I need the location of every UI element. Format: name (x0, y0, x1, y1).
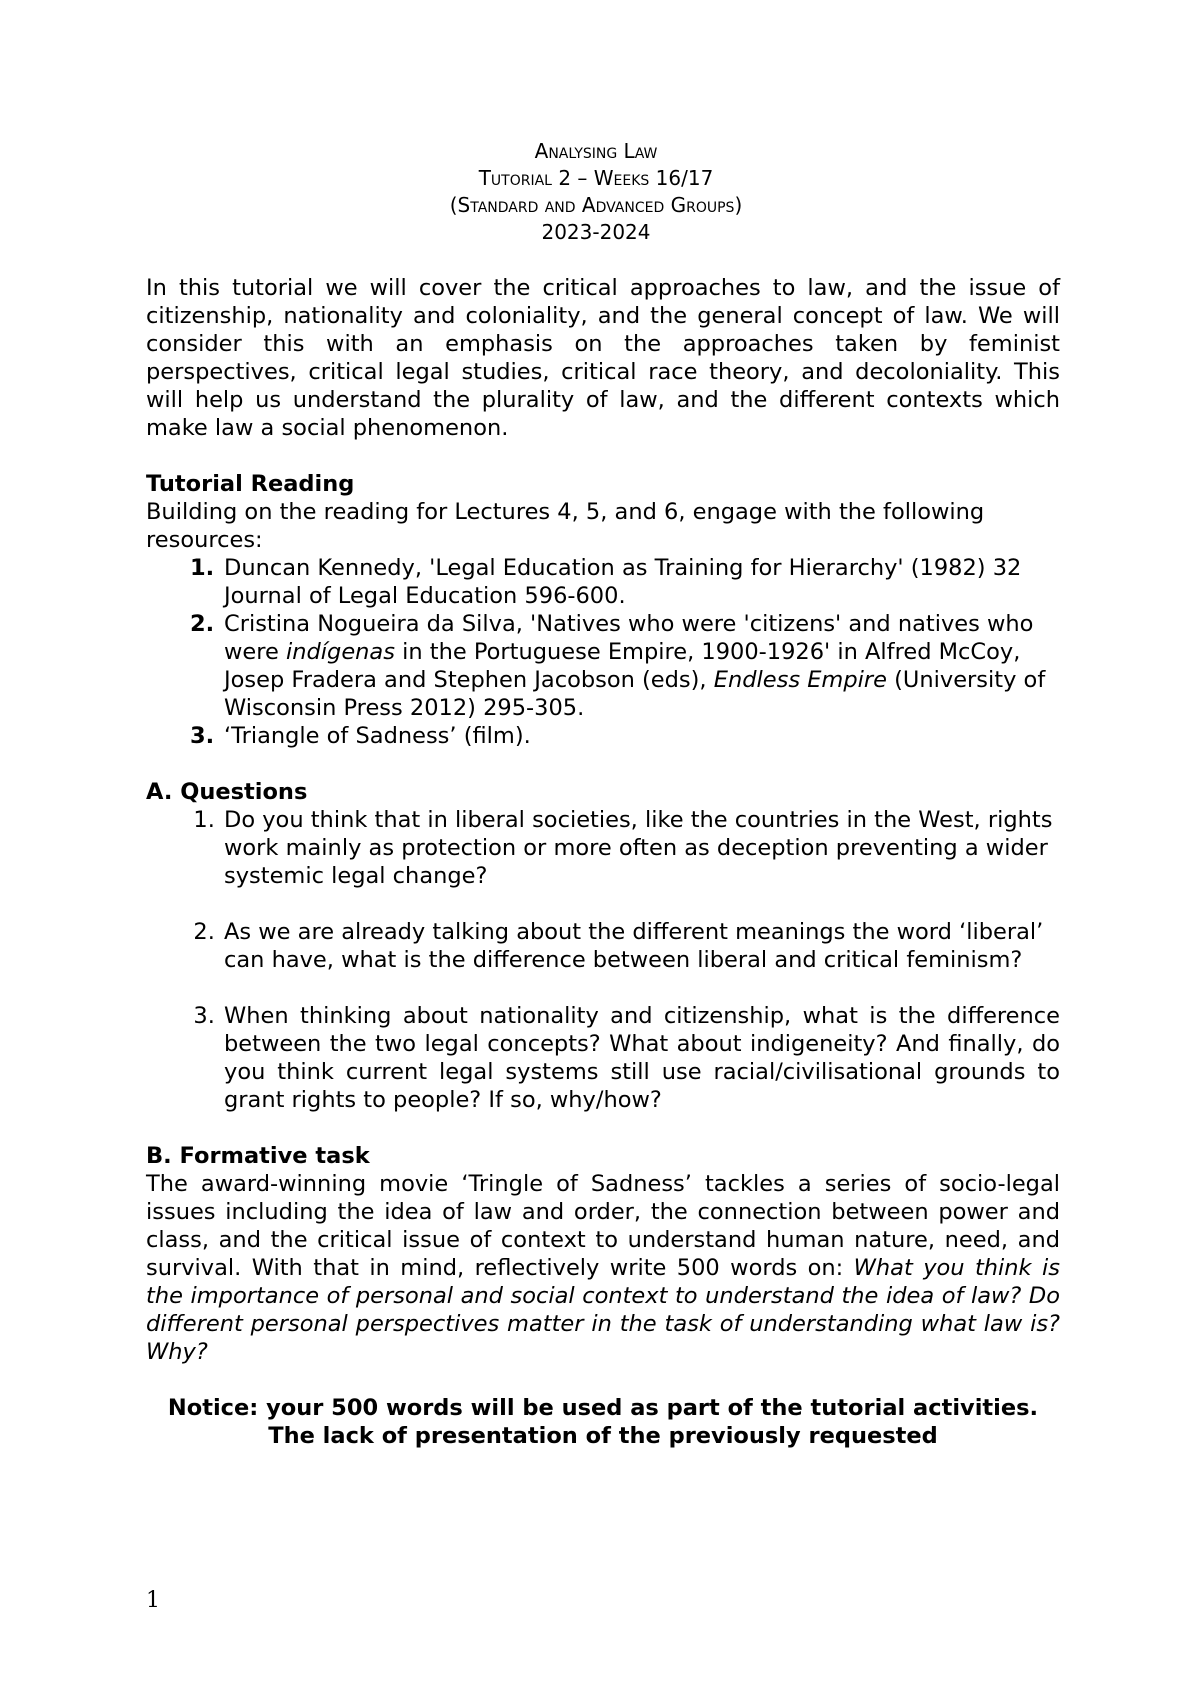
reading-item (222, 554, 1060, 610)
document-groups: (Standard and Advanced Groups) (449, 193, 743, 217)
task-paragraph (146, 1170, 1060, 1366)
title-block (132, 138, 1060, 246)
page-number: 1 (146, 1588, 160, 1613)
reading-item-text: ‘Triangle of Sadness’ (film). (224, 723, 531, 749)
intro-paragraph: In this tutorial we will cover the critical approaches to law, and the issue of citizenship, nationality and coloniality, and the general concept of law. We will consider this with an emphasis on the approaches taken by feminist perspectives, critical legal studies, critical race theory, and decoloniality. This will help us understand the plurality of law, and the different contexts which make law a social phenomenon. (146, 275, 1060, 441)
task-body: The award-winning movie ‘Tringle of Sadness’ tackles a series of socio-legal issues including the idea of law and order, the connection between power and class, and the critical issue of context to understand human nature, need, and survival. With that in mind, reflectively write 500 words on: (146, 1171, 1060, 1281)
reading-item-text: in the Portuguese Empire, 1900-1926' in Alfred McCoy, Josep Fradera and Stephen Jacobson (eds), (224, 639, 1021, 693)
document-page (146, 138, 1060, 1450)
task-heading: B. Formative task (146, 1143, 370, 1169)
reading-item (222, 610, 1060, 722)
reading-list (146, 554, 1060, 750)
question-item (222, 1002, 1060, 1114)
task-prompt: What you think is the importance of personal and social context to understand the idea of law? Do different personal perspectives matter in the task of understanding what law is? Why? (146, 1255, 1060, 1365)
reading-heading: Tutorial Reading (146, 471, 355, 497)
reading-item-text: Cristina Nogueira da Silva, 'Natives who were 'citizens' and natives who were (224, 611, 1034, 665)
reading-lead: Building on the reading for Lectures 4, 5, and 6, engage with the following resources: (146, 499, 985, 553)
reading-item-text: (University of Wisconsin Press 2012) 295-305. (224, 667, 1046, 721)
question-item (222, 806, 1060, 890)
question-text: Do you think that in liberal societies, like the countries in the West, rights work mainly as protection or more often as deception preventing a wider systemic legal change? (224, 807, 1053, 889)
document-title: Analysing Law (534, 139, 658, 163)
reading-item (222, 722, 1060, 750)
question-item (222, 918, 1060, 974)
reading-item-italic: Endless Empire (713, 667, 887, 693)
reading-item-text: Duncan Kennedy, 'Legal Education as Training for Hierarchy' (1982) 32 Journal of Legal Education 596-600. (224, 555, 1022, 609)
question-text: As we are already talking about the different meanings the word ‘liberal’ can have, what is the difference between liberal and critical feminism? (224, 919, 1044, 973)
document-year: 2023-2024 (541, 220, 651, 244)
questions-list (146, 806, 1060, 1114)
question-text: When thinking about nationality and citizenship, what is the difference between the two legal concepts? What about indigeneity? And finally, do you think current legal systems still use racial/civilisational grounds to grant rights to people? If so, why/how? (224, 1003, 1060, 1113)
questions-heading: A. Questions (146, 779, 308, 805)
notice-text: Notice: your 500 words will be used as part of the tutorial activities. The lack of presentation of the previously requested (167, 1395, 1039, 1449)
reading-item-italic: indígenas (286, 639, 395, 665)
document-subtitle: Tutorial 2 – Weeks 16/17 (478, 166, 714, 190)
